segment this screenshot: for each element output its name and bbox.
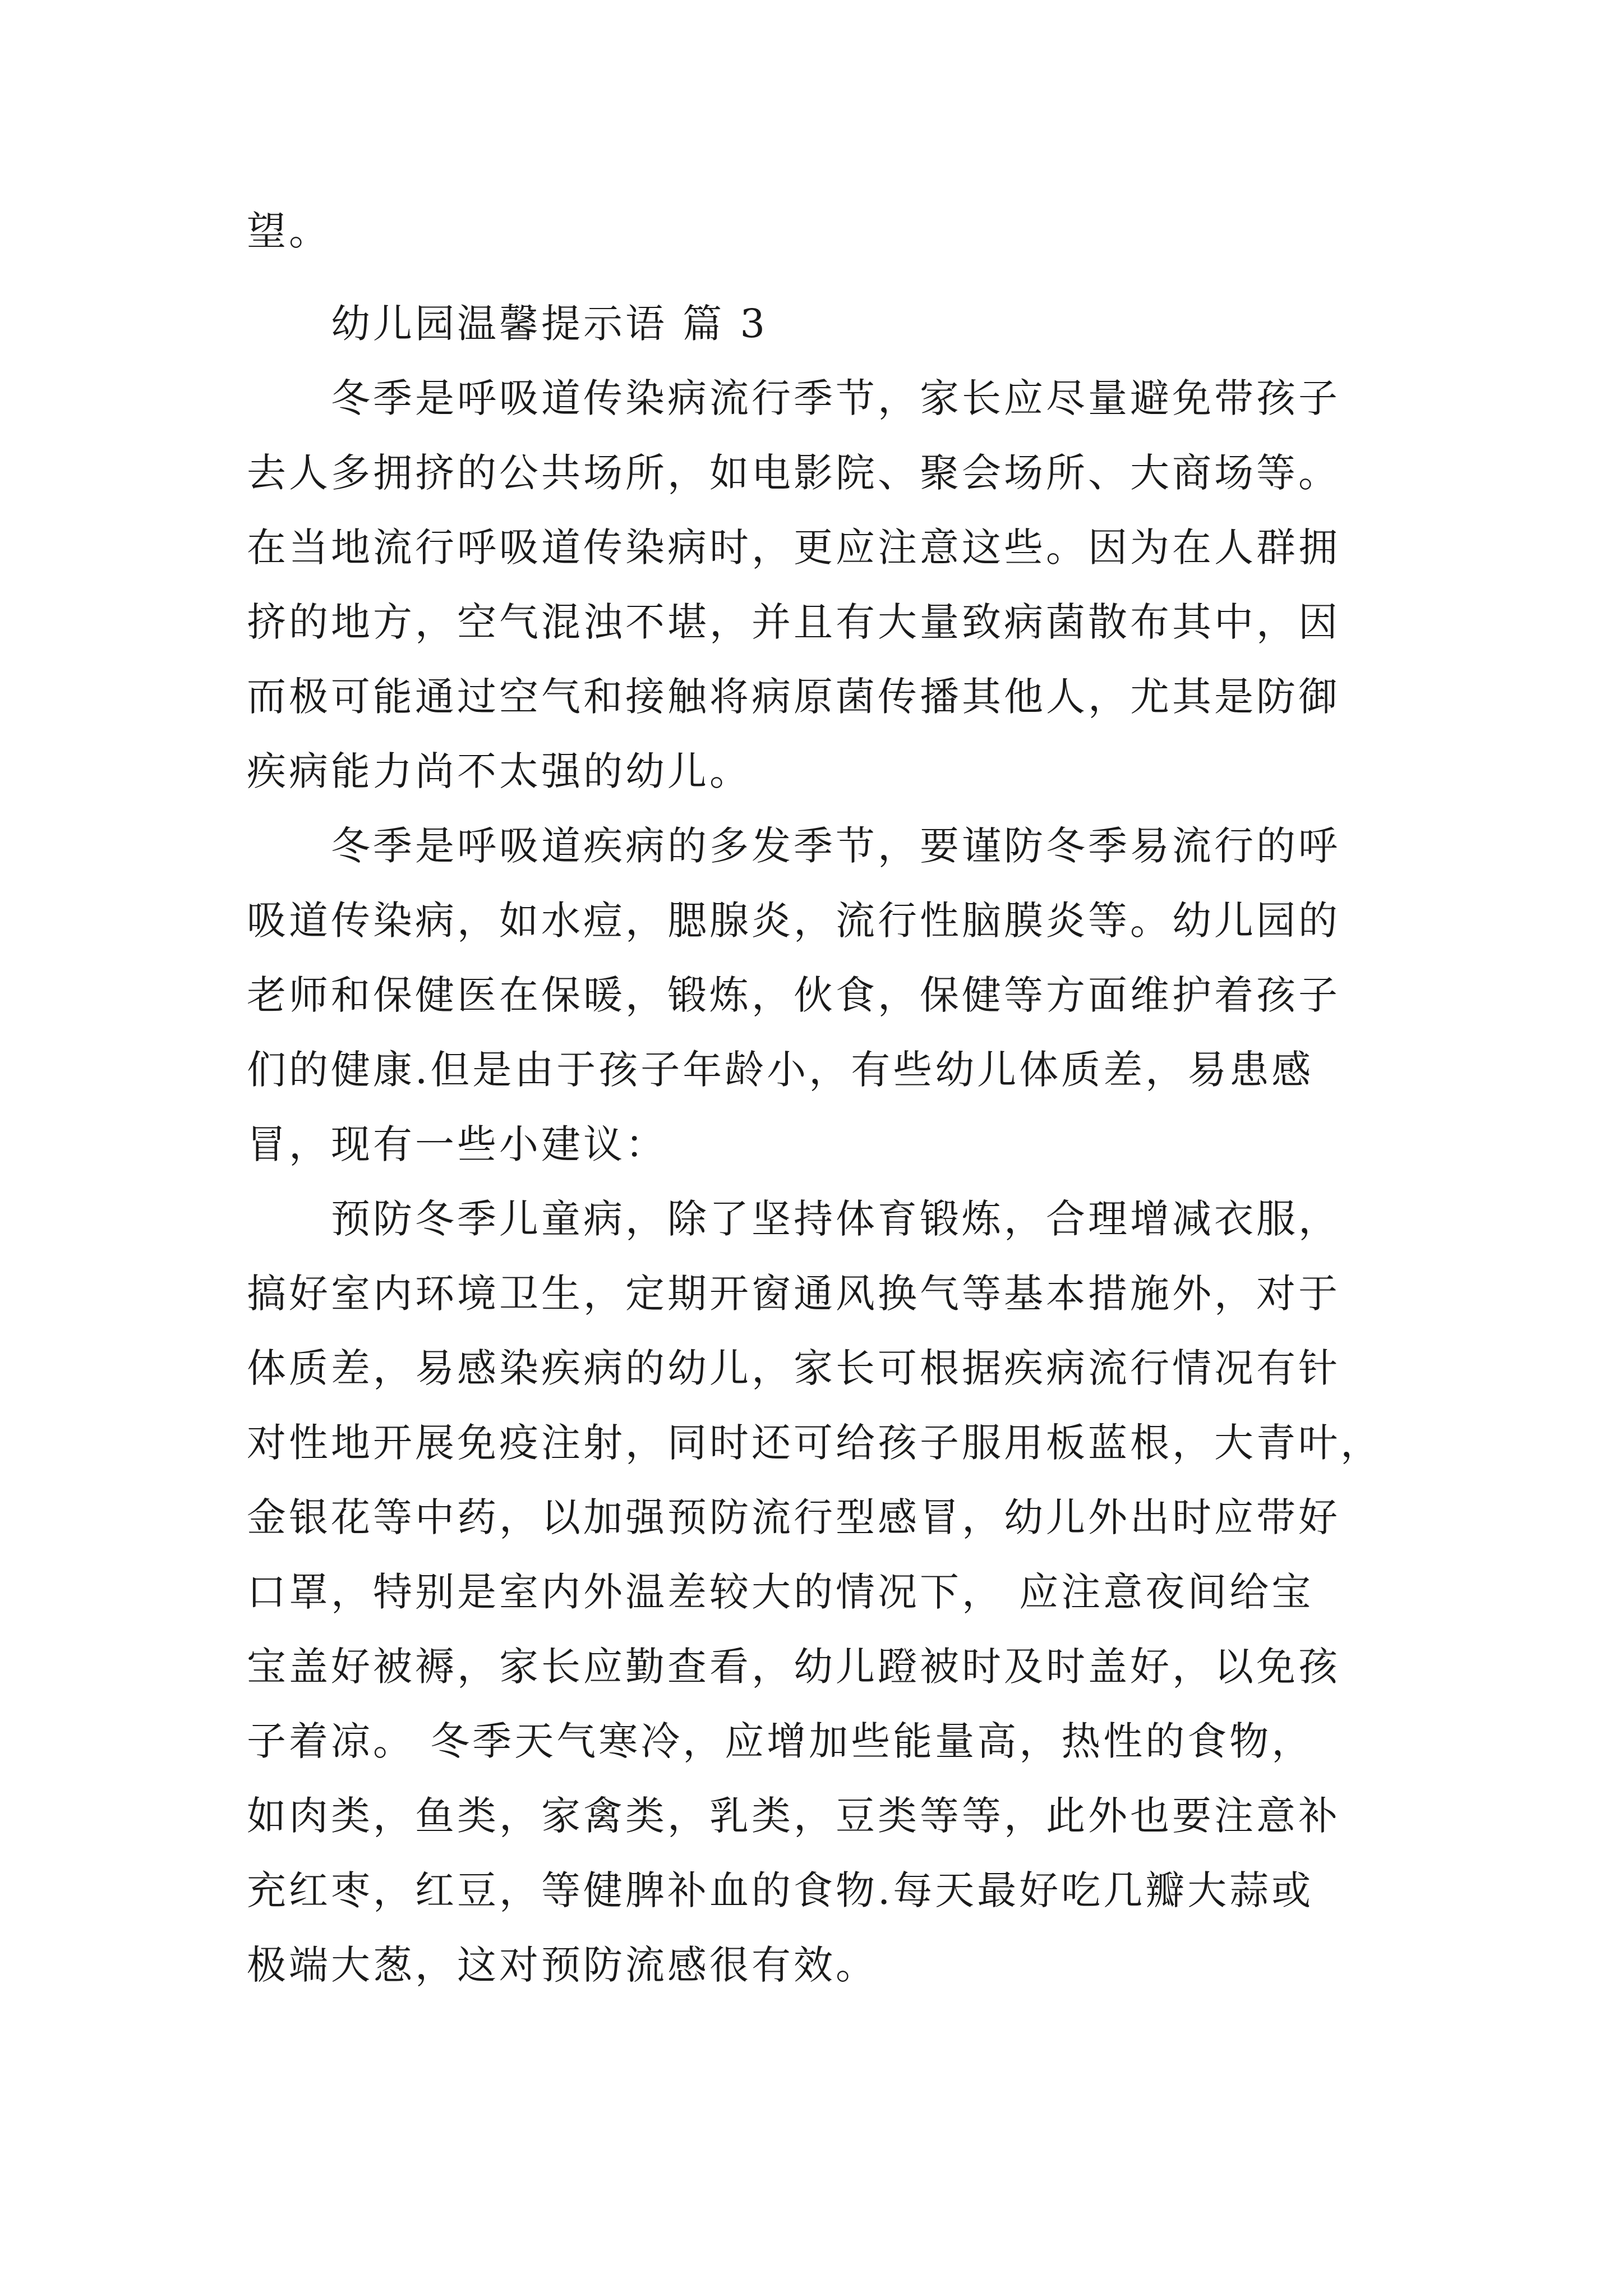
paragraph-line: 而极可能通过空气和接触将病原菌传播其他人，尤其是防御	[247, 674, 1340, 720]
paragraph-line: 冬季是呼吸道疾病的多发季节，要谨防冬季易流行的呼	[331, 823, 1340, 869]
paragraph-line: 预防冬季儿童病，除了坚持体育锻炼，合理增减衣服，	[331, 1196, 1340, 1242]
paragraph-line: 疾病能力尚不太强的幼儿。	[247, 748, 751, 794]
paragraph-line: 挤的地方，空气混浊不堪，并且有大量致病菌散布其中，因	[247, 599, 1340, 645]
paragraph-line: 极端大葱，这对预防流感很有效。	[247, 1942, 878, 1988]
paragraph-line: 们的健康.但是由于孩子年龄小，有些幼儿体质差，易患感	[247, 1047, 1314, 1093]
paragraph-line: 对性地开展免疫注射，同时还可给孩子服用板蓝根，大青叶，	[247, 1420, 1382, 1466]
paragraph-line: 老师和保健医在保暖，锻炼，伙食，保健等方面维护着孩子	[247, 972, 1340, 1018]
paragraph-line: 金银花等中药，以加强预防流行型感冒，幼儿外出时应带好	[247, 1494, 1340, 1540]
paragraph-line: 子着凉。 冬季天气寒冷，应增加些能量高，热性的食物，	[247, 1718, 1314, 1764]
paragraph-line: 充红枣，红豆，等健脾补血的食物.每天最好吃几瓣大蒜或	[247, 1867, 1314, 1913]
paragraph-line: 口罩，特别是室内外温差较大的情况下， 应注意夜间给宝	[247, 1569, 1314, 1615]
paragraph-line: 望。	[247, 208, 331, 254]
paragraph-line: 吸道传染病，如水痘，腮腺炎，流行性脑膜炎等。幼儿园的	[247, 898, 1340, 944]
paragraph-line: 体质差，易感染疾病的幼儿，家长可根据疾病流行情况有针	[247, 1345, 1340, 1391]
paragraph-line: 冬季是呼吸道传染病流行季节，家长应尽量避免带孩子	[331, 375, 1340, 421]
section-heading: 幼儿园温馨提示语 篇 3	[331, 301, 768, 347]
paragraph-line: 去人多拥挤的公共场所，如电影院、聚会场所、大商场等。	[247, 450, 1340, 496]
paragraph-line: 宝盖好被褥，家长应勤查看，幼儿蹬被时及时盖好，以免孩	[247, 1644, 1340, 1690]
paragraph-line: 搞好室内环境卫生，定期开窗通风换气等基本措施外，对于	[247, 1271, 1340, 1317]
paragraph-line: 如肉类，鱼类，家禽类，乳类，豆类等等，此外也要注意补	[247, 1793, 1340, 1839]
paragraph-line: 冒，现有一些小建议：	[247, 1121, 667, 1167]
paragraph-line: 在当地流行呼吸道传染病时，更应注意这些。因为在人群拥	[247, 524, 1340, 570]
